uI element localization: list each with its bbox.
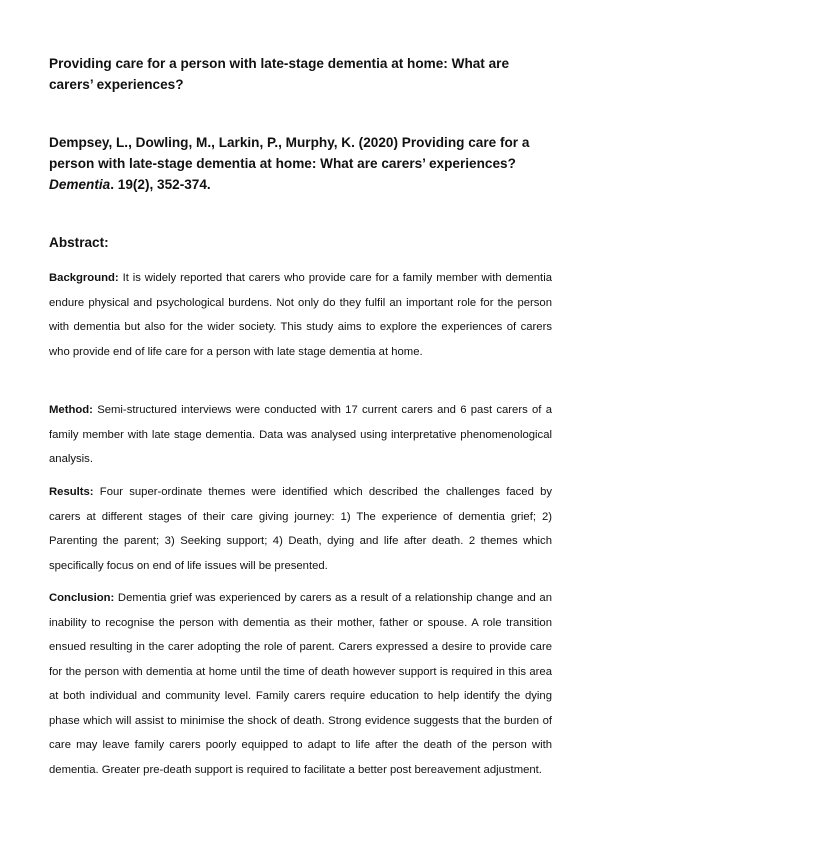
abstract-heading: Abstract: [49, 235, 109, 250]
abstract-background [49, 266, 552, 364]
abstract-results [49, 480, 552, 578]
document-title: Providing care for a person with late-stage dementia at home: What are carers’ experiences? [49, 56, 510, 92]
method-label: Method: [49, 404, 93, 416]
abstract-conclusion [49, 586, 552, 782]
citation-authors: Dempsey, L., Dowling, M., Larkin, P., Murphy, K. (2020) Providing care for a person with late-stage dementia at home: What are carers’ experiences? [49, 135, 530, 171]
abstract-method [49, 398, 552, 472]
background-label: Background: [49, 272, 119, 284]
results-label: Results: [49, 486, 94, 498]
conclusion-label: Conclusion: [49, 592, 115, 604]
citation-volume-pages: . 19(2), 352-374. [110, 177, 211, 192]
method-text: Semi-structured interviews were conducted with 17 current carers and 6 past carers of a family member with late stage dementia. Data was analysed using interpretative phenomenological analysis. [49, 404, 552, 465]
results-text: Four super-ordinate themes were identified which described the challenges faced by carers at different stages of their care giving journey: 1) The experience of dementia grief; 2) Parenting the parent; 3) Seeking support; 4) Death, dying and life after death. 2 themes which specifically focus on end of life issues will be presented. [49, 486, 552, 572]
citation-journal: Dementia [49, 177, 111, 192]
citation [49, 132, 552, 195]
conclusion-text: Dementia grief was experienced by carers as a result of a relationship change and an inability to recognise the person with dementia as their mother, father or spouse. A role transition ensued resulting in the carer adopting the role of parent. Carers expressed a desire to provide care for the person with dementia at home until the time of death however support is required in this area at both individual and community level. Family carers require education to help identify the dying phase which will assist to minimise the shock of death. Strong evidence suggests that the burden of care may leave family carers poorly equipped to adapt to life after the death of the person with dementia. Greater pre-death support is required to facilitate a better post bereavement adjustment. [49, 592, 552, 776]
background-text: It is widely reported that carers who provide care for a family member with dementia endure physical and psychological burdens. Not only do they fulfil an important role for the person with dementia but also for the wider society. This study aims to explore the experiences of carers who provide end of life care for a person with late stage dementia at home. [49, 272, 552, 358]
